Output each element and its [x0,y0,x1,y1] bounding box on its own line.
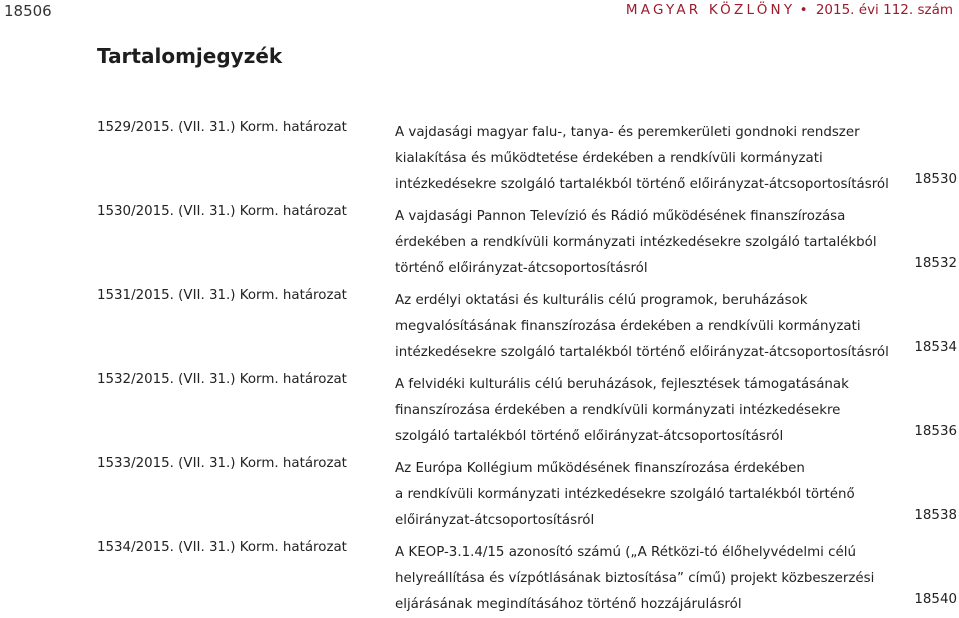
description-line: A felvidéki kulturális célú beruházások, fejlesztések támogatásának [395,377,849,392]
page-reference: 18540 [914,592,957,607]
description-line: Az Európa Kollégium működésének finanszírozása érdekében [395,461,805,476]
journal-issue: 2015. évi 112. szám [815,2,953,18]
description-line: finanszírozása érdekében a rendkívüli kormányzati intézkedésekre [395,403,841,418]
description-line: eljárásának megindításához történő hozzájárulásról [395,597,742,612]
description-line: előirányzat-átcsoportosításról [395,513,595,528]
description-line: Az erdélyi oktatási és kulturális célú programok, beruházások [395,293,808,308]
header-separator: • [799,2,808,18]
resolution-description [395,540,910,618]
resolution-description [395,288,910,366]
description-line: történő előirányzat-átcsoportosításról [395,261,648,276]
description-line: intézkedésekre szolgáló tartalékból történő előirányzat-átcsoportosításról [395,177,889,192]
page-reference: 18530 [914,172,957,187]
description-line: érdekében a rendkívüli kormányzati intézkedésekre szolgáló tartalékból [395,235,877,250]
page-reference: 18536 [914,424,957,439]
journal-name: MAGYAR KÖZLÖNY [625,2,796,18]
description-line: megvalósításának finanszírozása érdekében a rendkívüli kormányzati [395,319,861,334]
resolution-reference: 1530/2015. (VII. 31.) Korm. határozat [97,204,347,219]
resolution-description [395,456,910,534]
description-line: kialakítása és működtetése érdekében a rendkívüli kormányzati [395,151,823,166]
resolution-description [395,204,910,282]
journal-header [626,2,953,18]
resolution-reference: 1533/2015. (VII. 31.) Korm. határozat [97,456,347,471]
description-line: intézkedésekre szolgáló tartalékból történő előirányzat-átcsoportosításról [395,345,889,360]
description-line: a rendkívüli kormányzati intézkedésekre szolgáló tartalékból történő [395,487,855,502]
description-line: A KEOP-3.1.4/15 azonosító számú („A Rétközi-tó élőhelyvédelmi célú [395,545,856,560]
resolution-reference: 1531/2015. (VII. 31.) Korm. határozat [97,288,347,303]
description-line: helyreállítása és vízpótlásának biztosítása” című) projekt közbeszerzési [395,571,875,586]
page-reference: 18538 [914,508,957,523]
resolution-description [395,120,910,198]
resolution-reference: 1532/2015. (VII. 31.) Korm. határozat [97,372,347,387]
resolution-description [395,372,910,450]
resolution-reference: 1529/2015. (VII. 31.) Korm. határozat [97,120,347,135]
page-reference: 18532 [914,256,957,271]
resolution-reference: 1534/2015. (VII. 31.) Korm. határozat [97,540,347,555]
page-header [0,0,959,22]
description-line: szolgáló tartalékból történő előirányzat-átcsoportosításról [395,429,784,444]
page-reference: 18534 [914,340,957,355]
page-title: Tartalomjegyzék [97,44,283,68]
description-line: A vajdasági magyar falu-, tanya- és peremkerületi gondnoki rendszer [395,125,860,140]
description-line: A vajdasági Pannon Televízió és Rádió működésének finanszírozása [395,209,846,224]
page-number: 18506 [4,2,52,20]
